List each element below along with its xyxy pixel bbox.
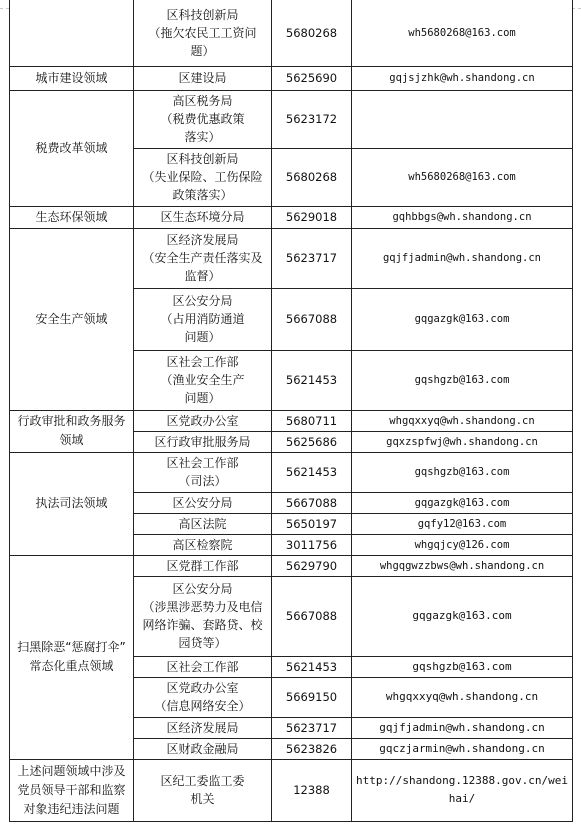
phone-cell: 5621453 [272, 452, 352, 492]
area-cell: 执法司法领域 [10, 452, 134, 555]
email-cell: whgqjcy@126.com [352, 534, 573, 555]
table-row [10, 759, 573, 821]
dept-cell: 区纪工委监工委 机关 [134, 759, 272, 821]
email-cell: gqgazgk@163.com [352, 576, 573, 656]
table-row [10, 0, 573, 66]
phone-cell: 5667088 [272, 492, 352, 513]
area-cell: 税费改革领域 [10, 90, 134, 206]
phone-cell: 5621453 [272, 656, 352, 677]
table-row [10, 555, 573, 576]
dept-cell: 区科技创新局 （失业保险、工伤保险 政策落实） [134, 148, 272, 206]
phone-cell: 5623717 [272, 228, 352, 288]
area-cell [10, 0, 134, 66]
area-cell: 安全生产领域 [10, 228, 134, 410]
email-cell: wh5680268@163.com [352, 148, 573, 206]
email-cell: gqhbbgs@wh.shandong.cn [352, 206, 573, 228]
phone-cell: 5621453 [272, 350, 352, 410]
dept-cell: 区经济发展局 （安全生产责任落实及 监督） [134, 228, 272, 288]
email-cell: gqgazgk@163.com [352, 492, 573, 513]
email-cell [352, 90, 573, 148]
dept-cell: 区党群工作部 [134, 555, 272, 576]
phone-cell: 5650197 [272, 513, 352, 534]
area-cell: 扫黑除恶“惩腐打伞” 常态化重点领域 [10, 555, 134, 759]
dept-cell: 区公安分局 （涉黑涉恶势力及电信 网络诈骗、套路贷、校 园贷等） [134, 576, 272, 656]
dept-cell: 区经济发展局 [134, 717, 272, 738]
dept-cell: 区社会工作部 （司法） [134, 452, 272, 492]
phone-cell: 5680268 [272, 0, 352, 66]
phone-cell: 5667088 [272, 288, 352, 350]
table-row [10, 228, 573, 288]
page-edge-mark-right [572, 8, 581, 9]
area-cell: 上述问题领域中涉及 党员领导干部和监察 对象违纪违法问题 [10, 759, 134, 821]
phone-cell: 5669150 [272, 677, 352, 717]
dept-cell: 区生态环境分局 [134, 206, 272, 228]
phone-cell: 12388 [272, 759, 352, 821]
phone-cell: 5680268 [272, 148, 352, 206]
email-cell: gqgazgk@163.com [352, 288, 573, 350]
contact-table [9, 0, 573, 822]
email-cell: gqjsjzhk@wh.shandong.cn [352, 66, 573, 90]
email-cell: whgqxxyq@wh.shandong.cn [352, 677, 573, 717]
email-cell: http://shandong.12388.gov.cn/wei hai/ [352, 759, 573, 821]
email-cell: gqjfjadmin@wh.shandong.cn [352, 717, 573, 738]
email-cell: whgqxxyq@wh.shandong.cn [352, 410, 573, 431]
email-cell: wh5680268@163.com [352, 0, 573, 66]
phone-cell: 5625690 [272, 66, 352, 90]
dept-cell: 区财政金融局 [134, 738, 272, 759]
phone-cell: 5623826 [272, 738, 352, 759]
dept-cell: 高区法院 [134, 513, 272, 534]
dept-cell: 高区检察院 [134, 534, 272, 555]
phone-cell: 5667088 [272, 576, 352, 656]
dept-cell: 高区税务局 （税费优惠政策 落实） [134, 90, 272, 148]
dept-cell: 区科技创新局 （拖欠农民工工资问 题） [134, 0, 272, 66]
email-cell: whgqgwzzbws@wh.shandong.cn [352, 555, 573, 576]
email-cell: gqshgzb@163.com [352, 656, 573, 677]
phone-cell: 5680711 [272, 410, 352, 431]
email-cell: gqshgzb@163.com [352, 350, 573, 410]
page-edge-mark-left [0, 8, 9, 9]
table-row [10, 90, 573, 148]
dept-cell: 区社会工作部 （渔业安全生产 问题） [134, 350, 272, 410]
phone-cell: 5625686 [272, 431, 352, 452]
table-row [10, 66, 573, 90]
email-cell: gqczjarmin@wh.shandong.cn [352, 738, 573, 759]
dept-cell: 区公安分局 [134, 492, 272, 513]
area-cell: 城市建设领域 [10, 66, 134, 90]
email-cell: gqshgzb@163.com [352, 452, 573, 492]
email-cell: gqjfjadmin@wh.shandong.cn [352, 228, 573, 288]
email-cell: gqfy12@163.com [352, 513, 573, 534]
table-row [10, 206, 573, 228]
area-cell: 行政审批和政务服务 领域 [10, 410, 134, 452]
dept-cell: 区社会工作部 [134, 656, 272, 677]
phone-cell: 5623172 [272, 90, 352, 148]
table-row [10, 452, 573, 492]
dept-cell: 区行政审批服务局 [134, 431, 272, 452]
phone-cell: 5629790 [272, 555, 352, 576]
phone-cell: 5629018 [272, 206, 352, 228]
dept-cell: 区党政办公室 （信息网络安全） [134, 677, 272, 717]
phone-cell: 3011756 [272, 534, 352, 555]
email-cell: gqxzspfwj@wh.shandong.cn [352, 431, 573, 452]
dept-cell: 区建设局 [134, 66, 272, 90]
area-cell: 生态环保领域 [10, 206, 134, 228]
dept-cell: 区党政办公室 [134, 410, 272, 431]
phone-cell: 5623717 [272, 717, 352, 738]
dept-cell: 区公安分局 （占用消防通道 问题） [134, 288, 272, 350]
table-row [10, 410, 573, 431]
